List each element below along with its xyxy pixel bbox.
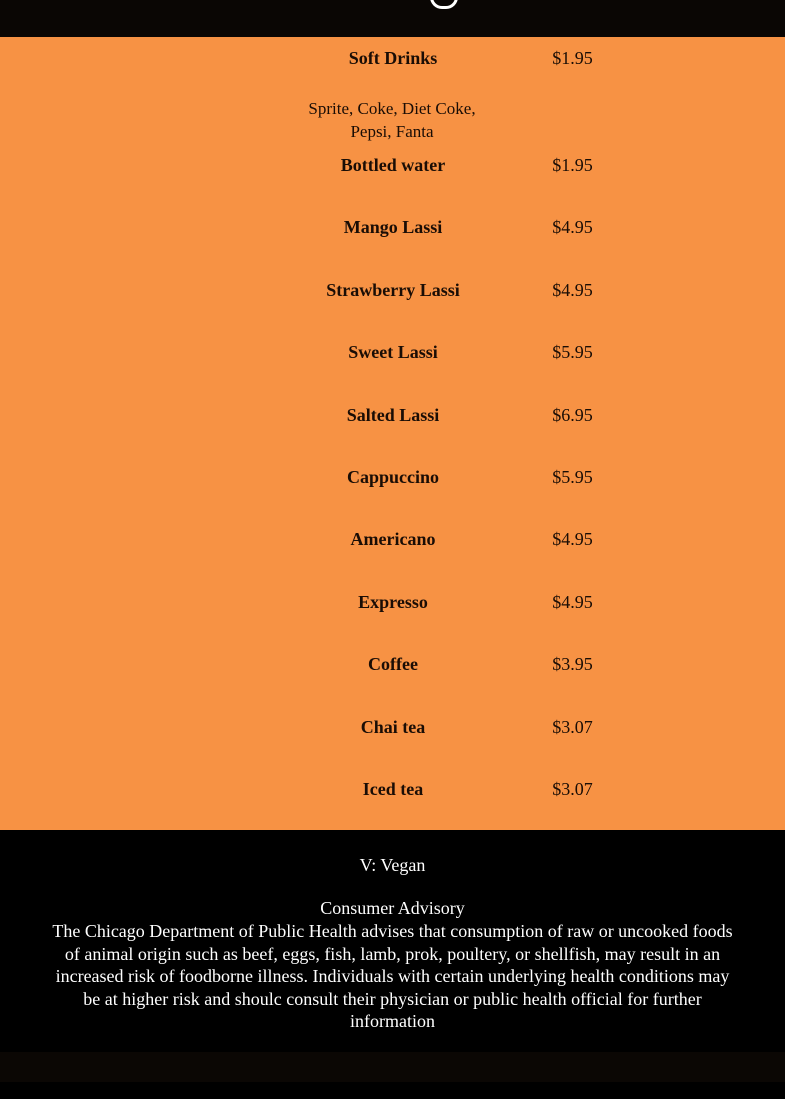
menu-item [0, 214, 785, 240]
item-name: Expresso [358, 592, 428, 612]
item-name: Chai tea [360, 717, 426, 737]
item-name: Iced tea [362, 779, 424, 799]
menu-item [0, 464, 785, 490]
item-price: $3.07 [552, 717, 593, 737]
item-price: $3.95 [552, 654, 593, 674]
item-name: Mango Lassi [343, 217, 443, 237]
vegan-legend: V: Vegan [359, 855, 426, 875]
menu-item [0, 651, 785, 677]
item-name: Sweet Lassi [348, 342, 438, 362]
item-name: Soft Drinks [348, 48, 438, 68]
item-name: Coffee [368, 654, 418, 674]
menu-item [0, 526, 785, 552]
item-name: Strawberry Lassi [326, 280, 460, 300]
footer [0, 830, 785, 1052]
item-price: $4.95 [552, 529, 593, 549]
item-price: $5.95 [552, 342, 593, 362]
menu-item [0, 402, 785, 428]
item-name: Cappuccino [346, 467, 440, 487]
menu-item [0, 714, 785, 740]
bottom-bar [0, 1052, 785, 1082]
menu-item [0, 277, 785, 303]
drinks-menu [0, 37, 785, 830]
item-price: $4.95 [552, 280, 593, 300]
item-name: Bottled water [340, 155, 446, 175]
item-description: Sprite, Coke, Diet Coke, Pepsi, Fanta [308, 99, 476, 141]
item-price: $5.95 [552, 467, 593, 487]
item-price: $4.95 [552, 592, 593, 612]
menu-item [0, 589, 785, 615]
logo-fragment-icon [430, 0, 458, 9]
item-price: $1.95 [552, 48, 593, 68]
item-price: $1.95 [552, 155, 593, 175]
menu-item [0, 339, 785, 365]
menu-item [0, 45, 785, 141]
advisory-text: The Chicago Department of Public Health advises that consumption of raw or uncooked foods of animal origin such as beef, eggs, fish, lamb, prok, poultery, or shellfish, may result in an increased risk of foodborne illness. Individuals with certain underlying health conditions may be at higher risk and shoulc consult their physician or public health official for further information [52, 921, 733, 1031]
item-name: Americano [350, 529, 436, 549]
item-price: $4.95 [552, 217, 593, 237]
item-price: $3.07 [552, 779, 593, 799]
item-name: Salted Lassi [346, 405, 440, 425]
item-price: $6.95 [552, 405, 593, 425]
top-bar [0, 0, 785, 37]
menu-item [0, 152, 785, 178]
menu-item [0, 776, 785, 802]
advisory-title: Consumer Advisory [320, 898, 465, 918]
